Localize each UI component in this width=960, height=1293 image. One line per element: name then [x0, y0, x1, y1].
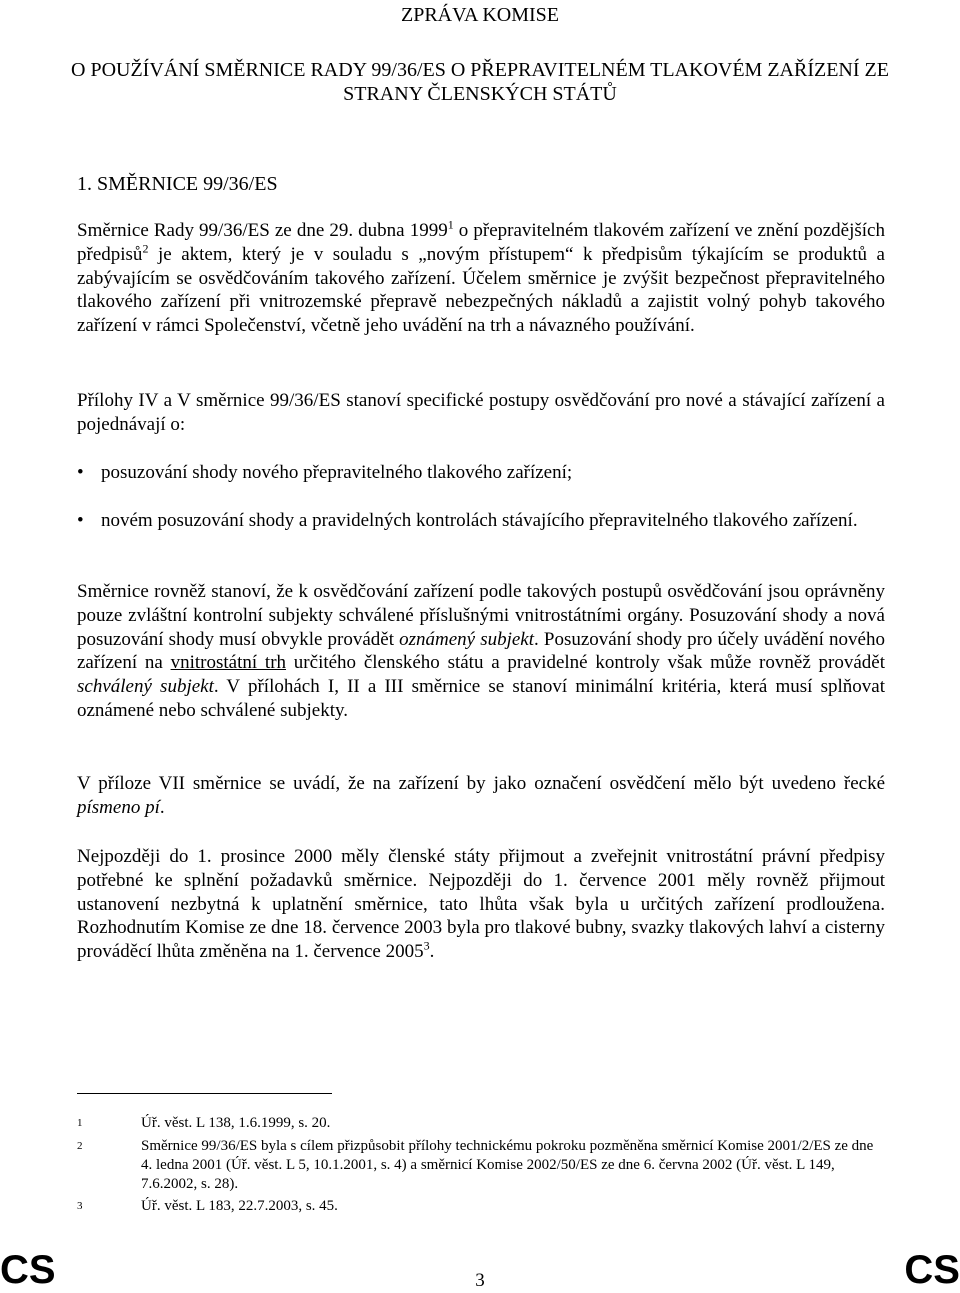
paragraph-2: Přílohy IV a V směrnice 99/36/ES stanoví specifické postupy osvědčování pro nové a stávající zařízení a pojednávají o: [77, 390, 885, 435]
footer-language-right: CS [904, 1248, 960, 1292]
paragraph-3 [77, 580, 885, 723]
section-heading: 1. SMĚRNICE 99/36/ES [77, 173, 278, 195]
footnote-1 [77, 1114, 885, 1133]
paragraph-1-part-c: je aktem, který je v souladu s „novým přístupem“ k předpisům týkajícím se produktů a zabývajícím se osvědčováním takového zařízení. Účelem směrnice je zvýšit bezpečnost přepravitelného tlakového zařízení při vnitrozemské přepravě nebezpečných nákladů a zajistit volný pohyb takového zařízení v rámci Společenství, včetně jeho uvádění na trh a návazného používání. [77, 243, 885, 337]
paragraph-5-part-b: . [429, 941, 435, 963]
footnote-ref-2[interactable]: 2 [142, 241, 149, 256]
bullet-icon: • [77, 462, 84, 483]
term-approved-body: schválený subjekt [77, 676, 214, 698]
paragraph-4-part-a: V příloze VII směrnice se uvádí, že na zařízení by jako označení osvědčení mělo být uvedeno řecké [77, 773, 885, 794]
term-notified-body: oznámený subjekt [399, 628, 535, 650]
report-title: ZPRÁVA KOMISE [401, 4, 559, 26]
paragraph-4-part-b: . [159, 796, 165, 818]
paragraph-3-part-a: Směrnice rovněž stanoví, že k osvědčování zařízení podle takových postupů osvědčování jsou oprávněny pouze zvláštní kontrolní subjekty schválené příslušnými vnitrostátními orgány. Posuzování shody a nová posuzování shody musí obvykle provádět [77, 581, 885, 650]
paragraph-1-part-a: Směrnice Rady 99/36/ES ze dne 29. dubna 1999 [77, 220, 448, 241]
footnote-number: 1 [77, 1117, 83, 1129]
paragraph-1 [77, 219, 885, 338]
footnote-text: Úř. věst. L 138, 1.6.1999, s. 20. [141, 1115, 331, 1131]
paragraph-3-part-b: . Posuzování shody pro účely uvádění nového zařízení na [77, 628, 885, 674]
term-letter-pi: písmeno pí [77, 796, 160, 818]
paragraph-3-part-c: určitého členského státu a pravidelné kontroly však může rovněž provádět [286, 652, 885, 674]
footnote-ref-1[interactable]: 1 [447, 217, 454, 232]
footnote-number: 3 [77, 1200, 83, 1212]
paragraph-4 [77, 772, 885, 820]
list-item [77, 461, 885, 485]
paragraph-5-part-a: Nejpozději do 1. prosince 2000 měly členské státy přijmout a zveřejnit vnitrostátní právní předpisy potřebné ke splnění požadavků směrnice. Nejpozději do 1. července 2001 měly rovněž přijmout ustanovení nezbytná k uplatnění směrnice, tato lhůta však byla u určitých zařízení prodloužena. Rozhodnutím Komise ze dne 18. července 2003 byla pro tlakové bubny, svazky tlakových lahví a cisterny prováděcí lhůta změněna na 1. července 2005 [77, 846, 885, 963]
footnote-text: Úř. věst. L 183, 22.7.2003, s. 45. [141, 1198, 338, 1214]
list-item [77, 509, 885, 533]
footnote-ref-3[interactable]: 3 [423, 938, 430, 953]
footnote-number: 2 [77, 1140, 83, 1152]
footer-language-left: CS [0, 1248, 56, 1292]
footnote-2 [77, 1137, 885, 1194]
list-item-text: posuzování shody nového přepravitelného tlakového zařízení; [101, 462, 573, 483]
footnote-text: Směrnice 99/36/ES byla s cílem přizpůsobit přílohy technickému pokroku pozměněna směrnicí Komise 2001/2/ES ze dne 4. ledna 2001 (Úř. věst. L 5, 10.1.2001, s. 4) a směrnicí Komise 2002/50/ES ze dne 6. června 2002 (Úř. věst. L 149, 7.6.2002, s. 28). [141, 1138, 874, 1192]
report-subtitle: O POUŽÍVÁNÍ SMĚRNICE RADY 99/36/ES O PŘEPRAVITELNÉM TLAKOVÉM ZAŘÍZENÍ ZE STRANY ČLENSKÝCH STÁTŮ [71, 59, 889, 105]
paragraph-3-part-d: . V přílohách I, II a III směrnice se stanoví minimální kritéria, která musí splňovat oznámené nebo schválené subjekty. [77, 676, 885, 721]
list-item-text: novém posuzování shody a pravidelných kontrolách stávajícího přepravitelného tlakového zařízení. [101, 510, 858, 531]
bullet-icon: • [77, 510, 84, 531]
footnote-separator [77, 1093, 332, 1094]
footnote-3 [77, 1197, 885, 1216]
page-number: 3 [475, 1270, 485, 1291]
paragraph-5 [77, 845, 885, 964]
underlined-domestic-market: vnitrostátní trh [170, 652, 287, 674]
paragraph-1-part-b: o přepravitelném tlakovém zařízení ve znění pozdějších předpisů [77, 220, 885, 265]
